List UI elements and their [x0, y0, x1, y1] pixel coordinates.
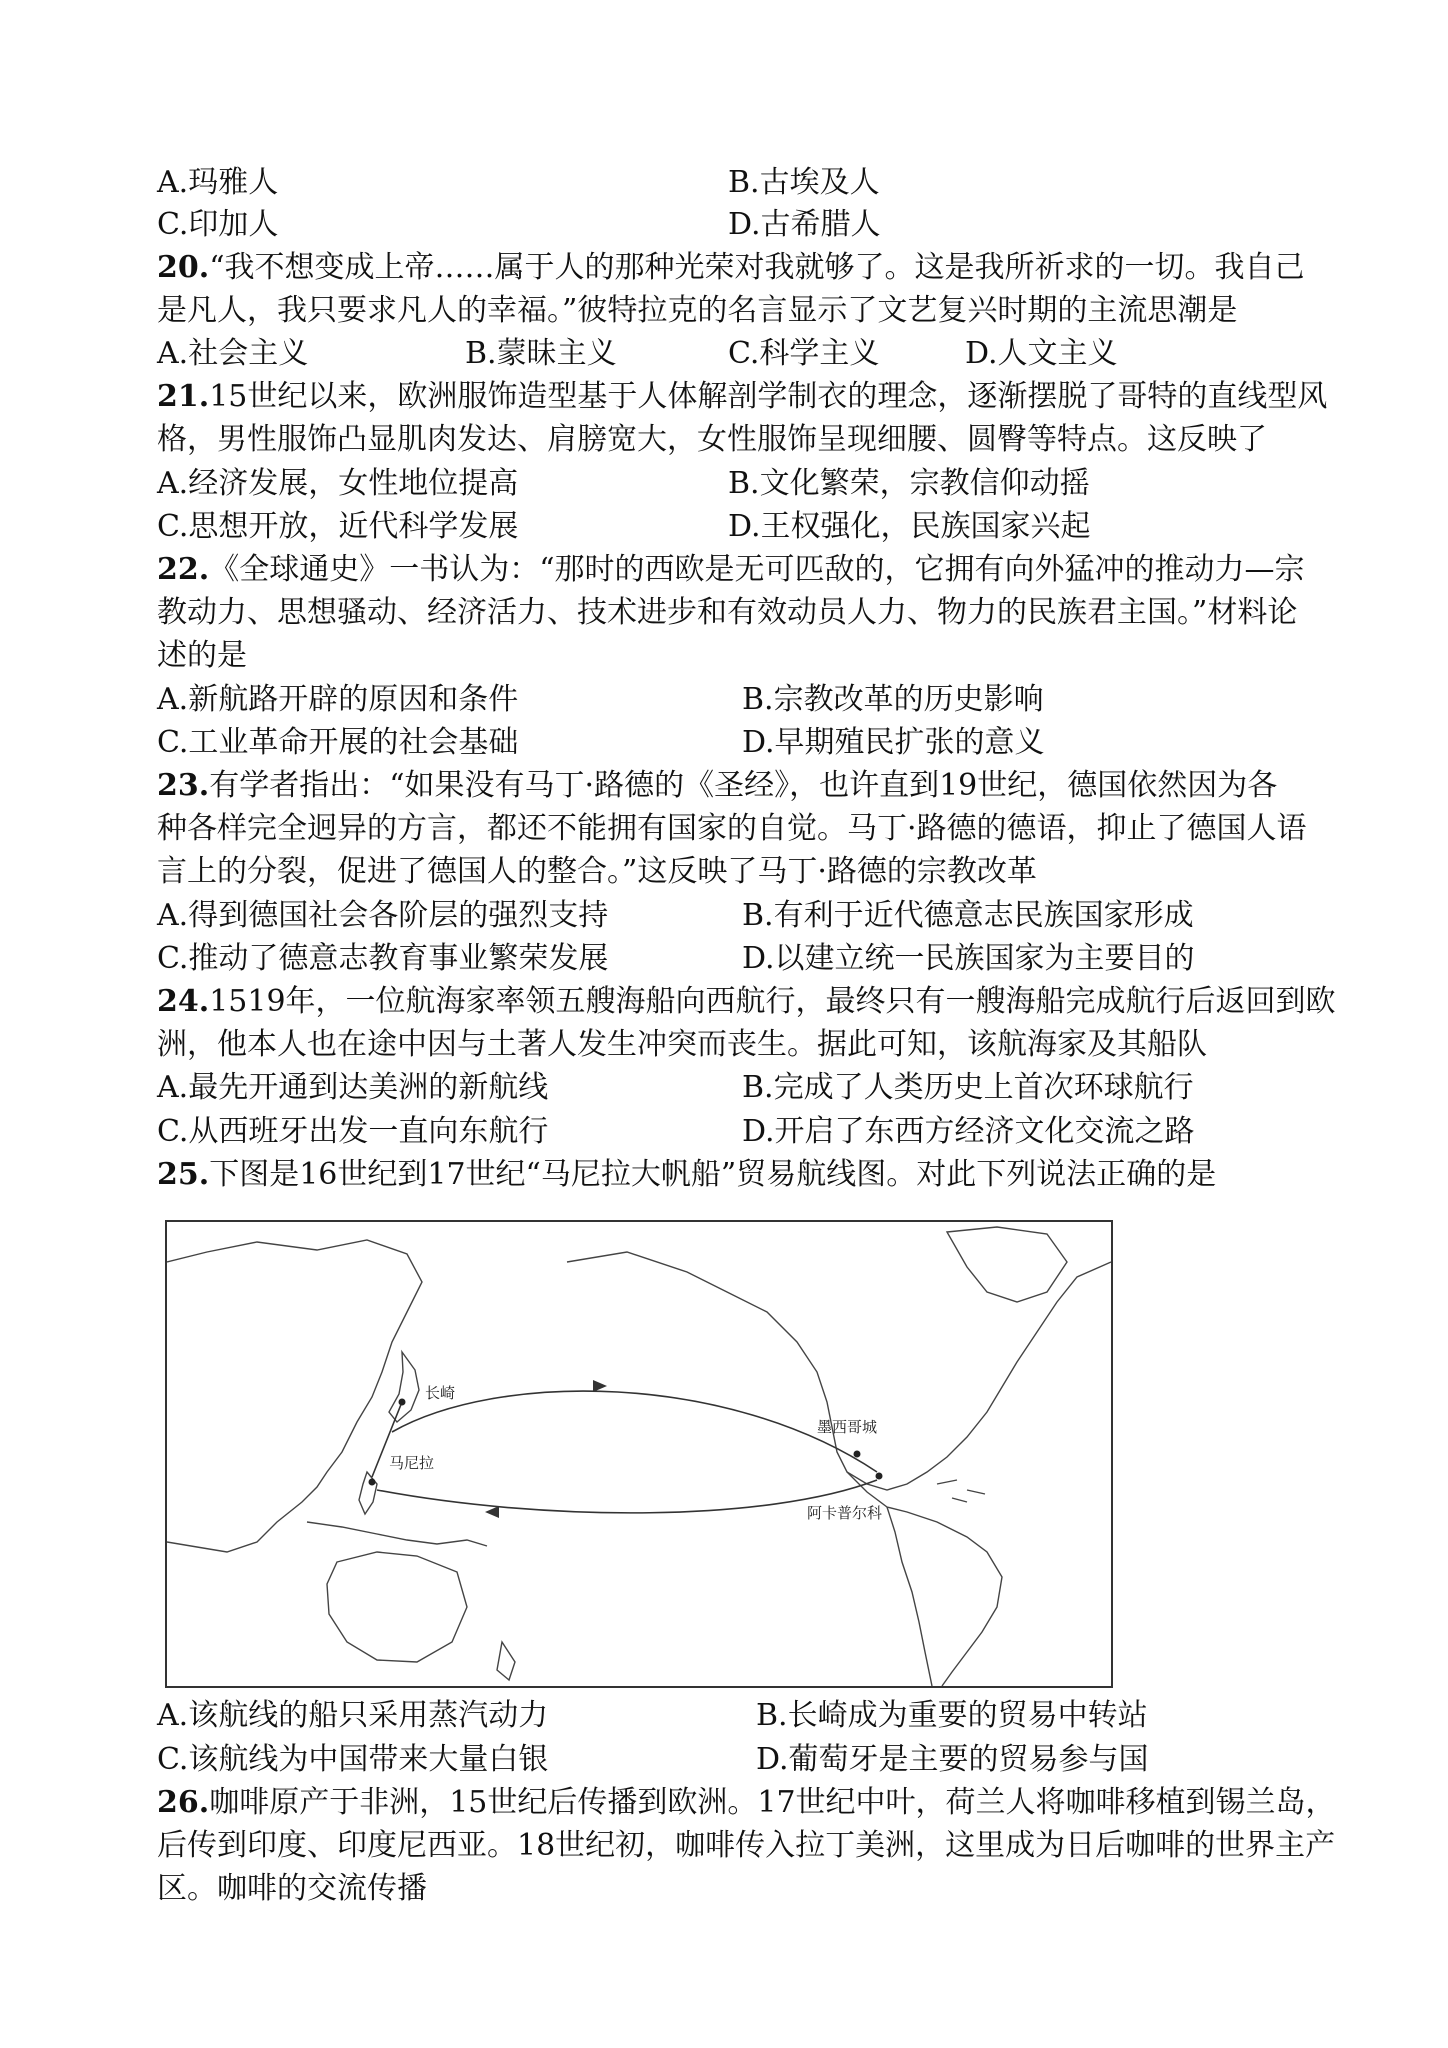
q24-option-d[interactable]: D.开启了东西方经济文化交流之路: [742, 1114, 1195, 1149]
world-map-figure: [167, 1222, 1111, 1686]
q26-text-1: 咖啡原产于非洲，15世纪后传播到欧洲。17世纪中叶，荷兰人将咖啡移植到锡兰岛，: [209, 1785, 1336, 1820]
caribbean-islands: [937, 1480, 985, 1502]
q25-option-b[interactable]: B.长崎成为重要的贸易中转站: [756, 1698, 1148, 1733]
map-label-acapulco: 阿卡普尔科: [807, 1504, 883, 1522]
south-america-west-coast: [887, 1507, 932, 1686]
route-arrow-west: [485, 1506, 499, 1518]
map-label-manila: 马尼拉: [389, 1454, 435, 1472]
route-acapulco-to-manila: [377, 1480, 877, 1513]
map-label-mexico-city: 墨西哥城: [817, 1418, 878, 1436]
q21-stem-line2: 格，男性服饰凸显肌肉发达、肩膀宽大，女性服饰呈现细腰、圆臀等特点。这反映了: [157, 422, 1267, 457]
nagasaki-marker: [399, 1399, 406, 1406]
greenland: [947, 1227, 1067, 1302]
q20-option-d[interactable]: D.人文主义: [965, 336, 1118, 371]
q22-option-d[interactable]: D.早期殖民扩张的意义: [742, 725, 1045, 760]
q24-option-c[interactable]: C.从西班牙出发一直向东航行: [157, 1114, 549, 1149]
q22-text-1: 《全球通史》一书认为：“那时的西欧是无可匹敌的，它拥有向外猛冲的推动力—宗: [209, 552, 1305, 587]
q23-stem-line1: [157, 766, 1277, 806]
mexico-city-marker: [854, 1451, 861, 1458]
q25-option-c[interactable]: C.该航线为中国带来大量白银: [157, 1742, 549, 1777]
q20-number: 20.: [157, 250, 210, 285]
route-arrow-east: [593, 1380, 607, 1392]
q24-option-a[interactable]: A.最先开通到达美洲的新航线: [157, 1070, 549, 1105]
q22-option-a[interactable]: A.新航路开辟的原因和条件: [157, 682, 519, 717]
q22-number: 22.: [157, 552, 210, 587]
q19-option-a[interactable]: A.玛雅人: [157, 165, 279, 200]
q19-option-c[interactable]: C.印加人: [157, 207, 279, 242]
q21-option-c[interactable]: C.思想开放，近代科学发展: [157, 509, 519, 544]
asia-coastline: [167, 1240, 422, 1552]
q24-text-1: 1519年，一位航海家率领五艘海船向西航行，最终只有一艘海船完成航行后返回到欧: [209, 984, 1336, 1019]
q25-text-1: 下图是16世纪到17世纪“马尼拉大帆船”贸易航线图。对此下列说法正确的是: [209, 1157, 1217, 1192]
q21-stem-line1: [157, 377, 1327, 417]
q26-stem-line3: 区。咖啡的交流传播: [157, 1871, 427, 1906]
q20-text-1: “我不想变成上帝……属于人的那种光荣对我就够了。这是我所祈求的一切。我自己: [209, 250, 1305, 285]
q22-stem-line3: 述的是: [157, 638, 247, 673]
q22-stem-line1: [157, 550, 1305, 590]
q20-option-b[interactable]: B.蒙昧主义: [465, 336, 617, 371]
q25-number: 25.: [157, 1157, 210, 1192]
q23-option-d[interactable]: D.以建立统一民族国家为主要目的: [742, 941, 1195, 976]
manila-marker: [369, 1479, 376, 1486]
q25-option-a[interactable]: A.该航线的船只采用蒸汽动力: [157, 1698, 549, 1733]
australia-coastline: [327, 1552, 467, 1662]
q23-option-b[interactable]: B.有利于近代德意志民族国家形成: [742, 898, 1194, 933]
q24-option-b[interactable]: B.完成了人类历史上首次环球航行: [742, 1070, 1194, 1105]
q21-option-b[interactable]: B.文化繁荣，宗教信仰动摇: [728, 466, 1090, 501]
q25-stem-line1: [157, 1155, 1216, 1195]
q20-stem-line2: 是凡人，我只要求凡人的幸福。”彼特拉克的名言显示了文艺复兴时期的主流思潮是: [157, 293, 1238, 328]
q26-stem-line2: 后传到印度、印度尼西亚。18世纪初，咖啡传入拉丁美洲，这里成为日后咖啡的世界主产: [157, 1828, 1336, 1863]
q22-option-c[interactable]: C.工业革命开展的社会基础: [157, 725, 519, 760]
q22-option-b[interactable]: B.宗教改革的历史影响: [742, 682, 1044, 717]
route-manila-to-acapulco: [392, 1391, 877, 1472]
q23-option-c[interactable]: C.推动了德意志教育事业繁荣发展: [157, 941, 609, 976]
q21-option-a[interactable]: A.经济发展，女性地位提高: [157, 466, 519, 501]
japan-islands: [389, 1352, 419, 1422]
acapulco-marker: [876, 1473, 883, 1480]
q23-stem-line2: 种各样完全迥异的方言，都还不能拥有国家的自觉。马丁·路德的德语，抑止了德国人语: [157, 811, 1307, 846]
q23-number: 23.: [157, 768, 210, 803]
q21-option-d[interactable]: D.王权强化，民族国家兴起: [728, 509, 1091, 544]
north-america-coastline: [567, 1252, 1111, 1490]
q20-option-a[interactable]: A.社会主义: [157, 336, 309, 371]
q26-stem-line1: [157, 1783, 1336, 1823]
new-zealand: [497, 1642, 515, 1680]
q23-stem-line3: 言上的分裂，促进了德国人的整合。”这反映了马丁·路德的宗教改革: [157, 854, 1037, 889]
manila-galleon-route-map: [165, 1220, 1113, 1688]
map-label-nagasaki: 长崎: [425, 1384, 456, 1402]
q22-stem-line2: 教动力、思想骚动、经济活力、技术进步和有效动员人力、物力的民族君主国。”材料论: [157, 595, 1298, 630]
q24-stem-line2: 洲，他本人也在途中因与土著人发生冲突而丧生。据此可知，该航海家及其船队: [157, 1027, 1207, 1062]
q24-number: 24.: [157, 984, 210, 1019]
q23-option-a[interactable]: A.得到德国社会各阶层的强烈支持: [157, 898, 609, 933]
q21-number: 21.: [157, 379, 210, 414]
philippine-islands: [359, 1472, 377, 1514]
q19-option-d[interactable]: D.古希腊人: [728, 207, 881, 242]
q21-text-1: 15世纪以来，欧洲服饰造型基于人体解剖学制衣的理念，逐渐摆脱了哥特的直线型风: [209, 379, 1328, 414]
q25-option-d[interactable]: D.葡萄牙是主要的贸易参与国: [756, 1742, 1149, 1777]
indonesia-islands: [307, 1522, 487, 1546]
q26-number: 26.: [157, 1785, 210, 1820]
q23-text-1: 有学者指出：“如果没有马丁·路德的《圣经》，也许直到19世纪，德国依然因为各: [209, 768, 1278, 803]
q20-stem-line1: [157, 248, 1305, 288]
q20-option-c[interactable]: C.科学主义: [728, 336, 880, 371]
q19-option-b[interactable]: B.古埃及人: [728, 165, 880, 200]
q24-stem-line1: [157, 982, 1336, 1022]
